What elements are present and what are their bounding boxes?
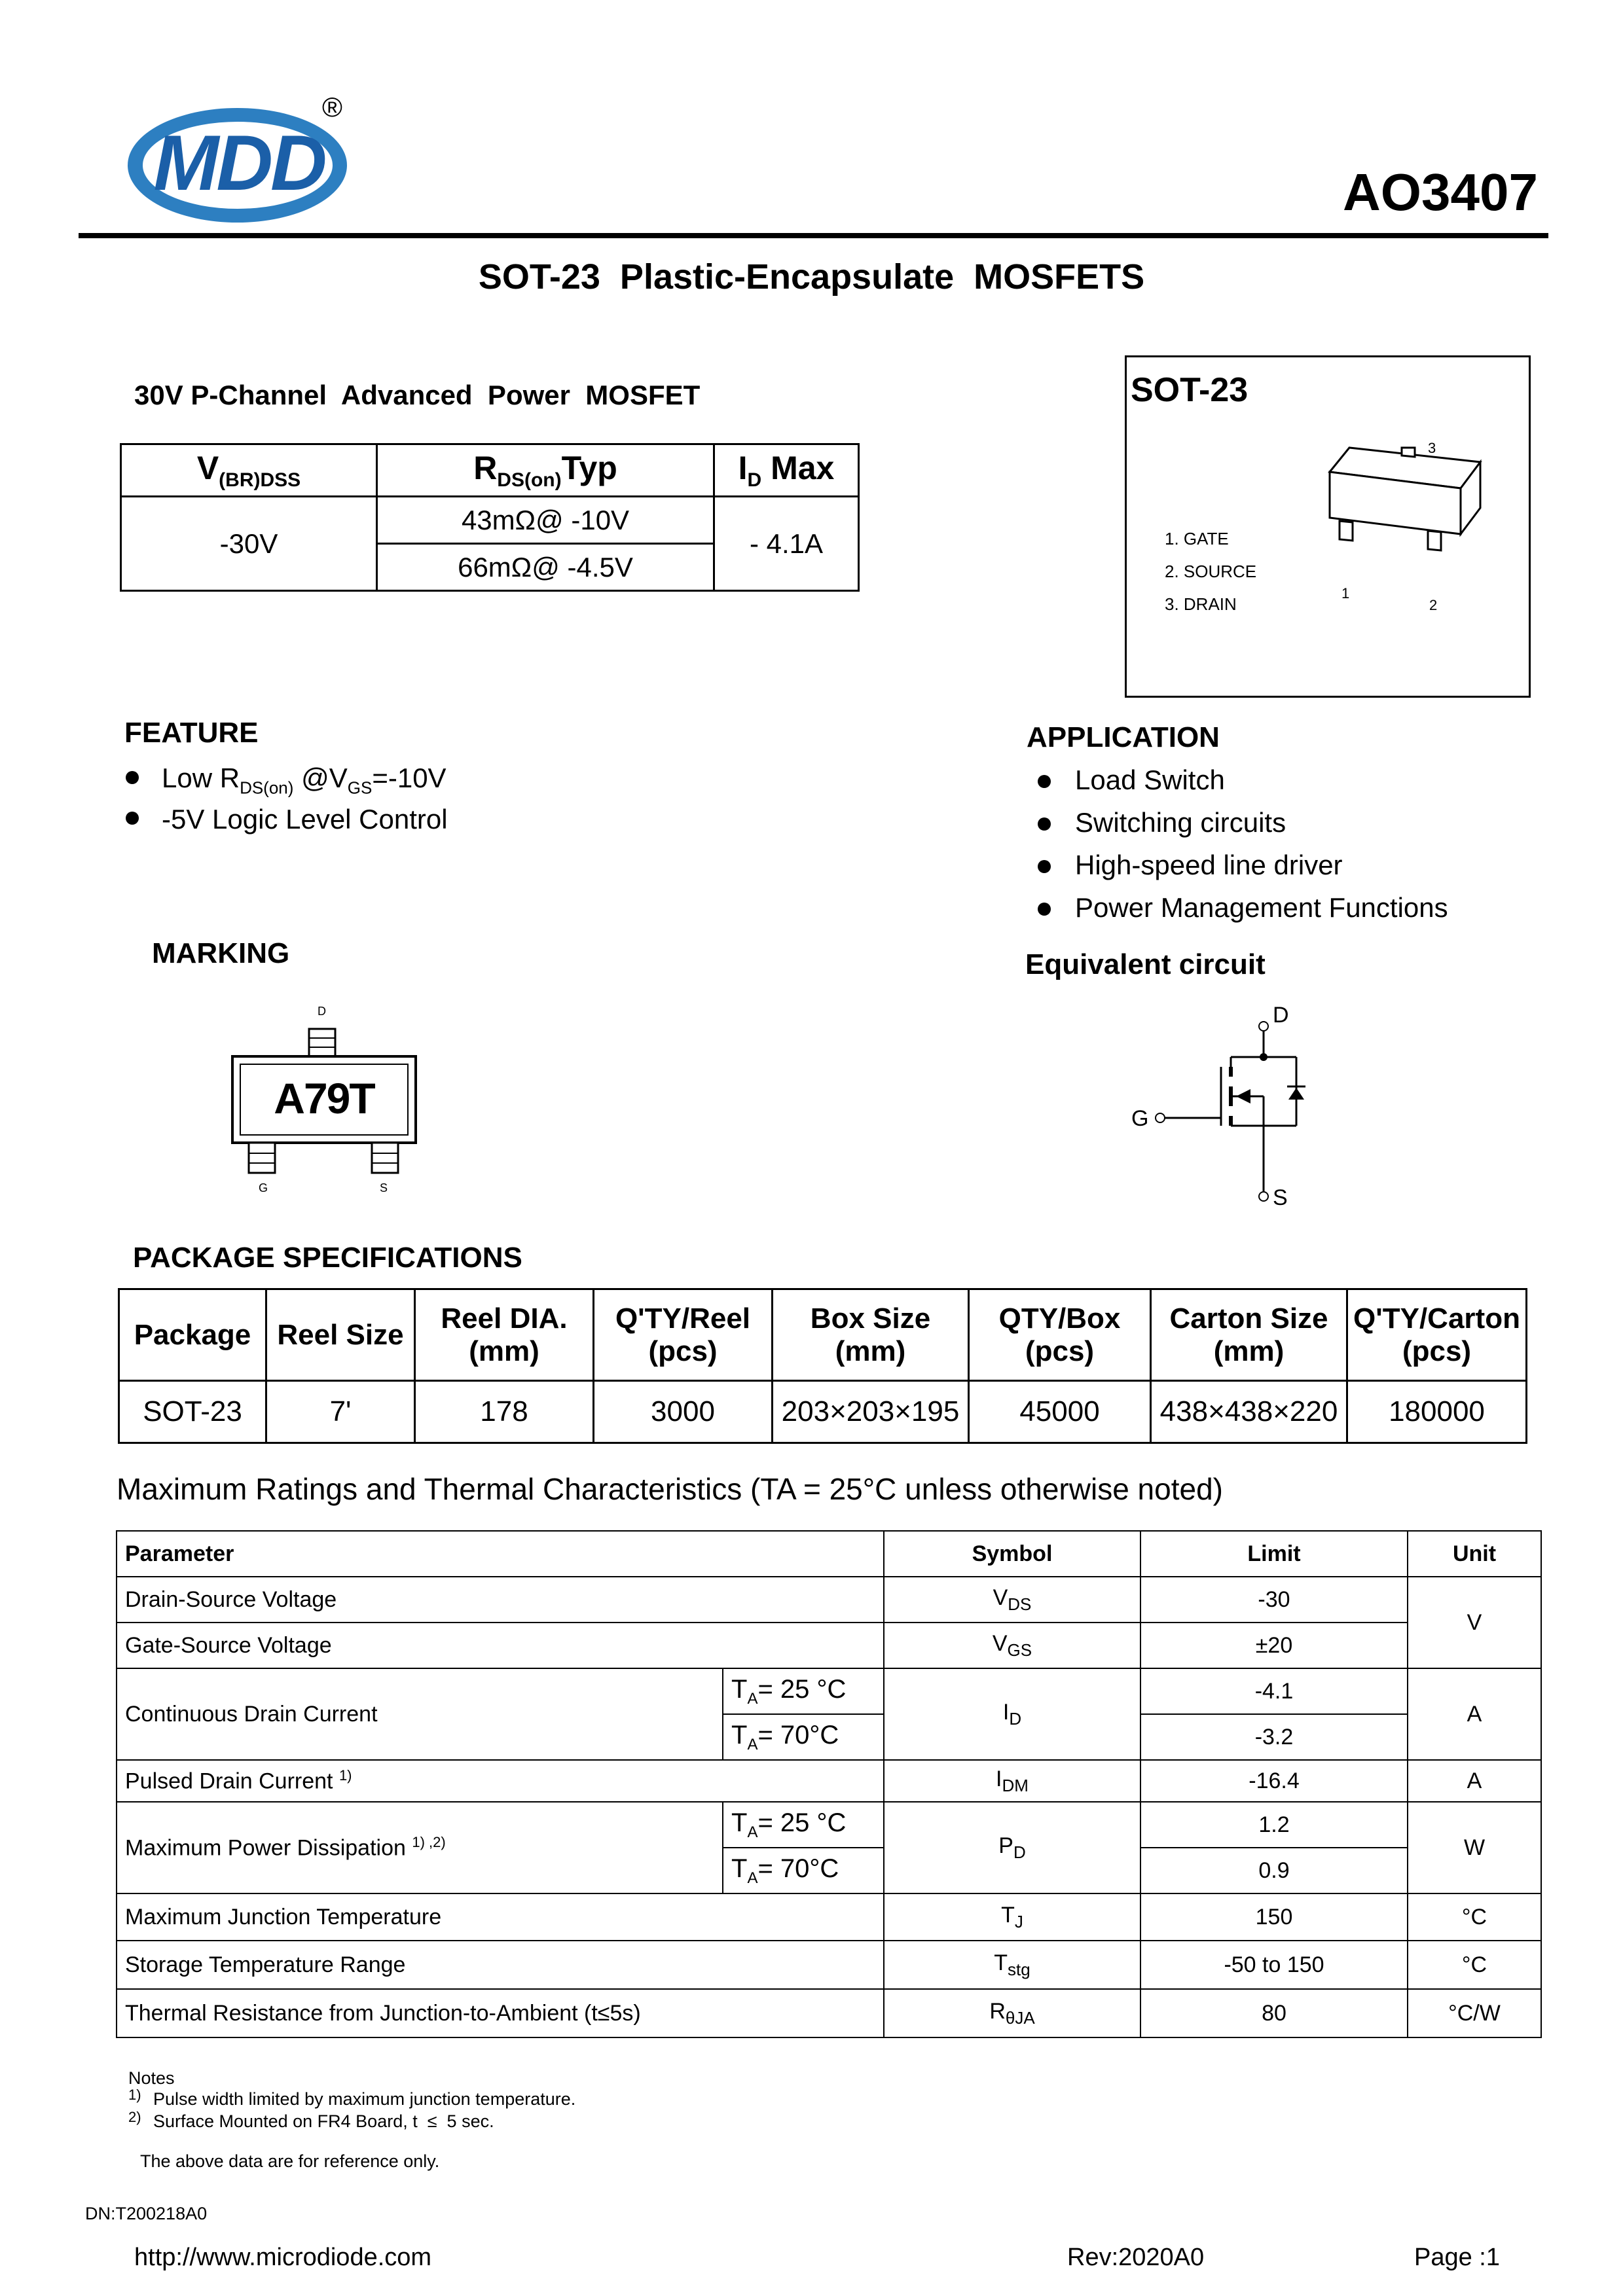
unit-v: V bbox=[1408, 1577, 1541, 1668]
symbol-tj: $T_J$ bbox=[884, 1893, 1140, 1941]
bullet-icon bbox=[1038, 817, 1051, 831]
application-item: Power Management Functions bbox=[1075, 892, 1448, 923]
unit-a: A bbox=[1408, 1760, 1541, 1802]
param-tstg: Storage Temperature Range bbox=[117, 1941, 884, 1989]
ratings-header-symbol: Symbol bbox=[884, 1531, 1140, 1577]
pkg-header: Q'TY/Reel (pcs) bbox=[594, 1289, 773, 1381]
vbrdss-value: -30V bbox=[121, 497, 377, 591]
param-vds: Drain-Source Voltage bbox=[117, 1577, 884, 1623]
pkg-cell: 3000 bbox=[594, 1381, 773, 1443]
marking-code: A79T bbox=[274, 1074, 374, 1122]
param-tj: Maximum Junction Temperature bbox=[117, 1893, 884, 1941]
footer-revision: Rev:2020A0 bbox=[1067, 2244, 1205, 2271]
feature-item-rds: Low $R_{DS(on)}$ $@V_{GS}=-10V$ bbox=[162, 762, 447, 798]
summary-col-vbrdss: $V_{(BR)DSS}$ bbox=[121, 444, 377, 497]
limit-pd-25: 1.2 bbox=[1140, 1802, 1408, 1848]
note-2-mark: 2) bbox=[128, 2109, 141, 2125]
application-item: High-speed line driver bbox=[1075, 850, 1343, 880]
pkg-cell: 7' bbox=[266, 1381, 415, 1443]
limit-id-70: -3.2 bbox=[1140, 1714, 1408, 1760]
ratings-table bbox=[116, 1530, 1542, 2038]
package-box-title: SOT-23 bbox=[1131, 371, 1249, 409]
pin-3-number: 3 bbox=[1428, 440, 1436, 456]
circuit-label-s: S bbox=[1273, 1185, 1288, 1210]
registered-mark: ® bbox=[322, 92, 342, 122]
pkg-header: Carton Size (mm) bbox=[1151, 1289, 1347, 1381]
header-rule bbox=[79, 233, 1548, 238]
pkg-cell: 45000 bbox=[969, 1381, 1151, 1443]
unit-a: A bbox=[1408, 1668, 1541, 1760]
symbol-rth: $R_{\theta JA}$ bbox=[884, 1989, 1140, 2037]
ratings-header-param: Parameter bbox=[117, 1531, 884, 1577]
limit-id-25: -4.1 bbox=[1140, 1668, 1408, 1714]
pkg-cell: SOT-23 bbox=[119, 1381, 266, 1443]
rds-value-2: 66mΩ@ -4.5V bbox=[377, 544, 714, 591]
footer-page: Page :1 bbox=[1414, 2244, 1500, 2271]
cond-ta-25: $T_A= 25$ °C bbox=[723, 1668, 884, 1714]
pkg-header: Package bbox=[119, 1289, 266, 1381]
ratings-header-limit: Limit bbox=[1140, 1531, 1408, 1577]
param-rth: Thermal Resistance from Junction-to-Ambient (t≤5s) bbox=[117, 1989, 884, 2037]
pkg-header: Reel DIA. (mm) bbox=[415, 1289, 594, 1381]
limit-tstg: -50 to 150 bbox=[1140, 1941, 1408, 1989]
unit-c: °C bbox=[1408, 1893, 1541, 1941]
part-number: AO3407 bbox=[1343, 163, 1538, 221]
param-vgs: Gate-Source Voltage bbox=[117, 1623, 884, 1668]
notes-title: Notes bbox=[128, 2068, 175, 2088]
param-idm: Pulsed Drain Current $^{1)}$ bbox=[117, 1760, 884, 1802]
summary-col-rds: $R_{DS(on)}Typ$ bbox=[377, 444, 714, 497]
pkg-header: Q'TY/Carton (pcs) bbox=[1347, 1289, 1527, 1381]
package-box bbox=[1125, 355, 1531, 698]
limit-vds: -30 bbox=[1140, 1577, 1408, 1623]
summary-col-id: $I_D$ Max bbox=[714, 444, 859, 497]
unit-c: °C bbox=[1408, 1941, 1541, 1989]
logo-text: MDD bbox=[153, 119, 325, 207]
document-number: DN:T200218A0 bbox=[85, 2204, 208, 2223]
marking-pin-g: G bbox=[259, 1181, 268, 1194]
pkg-cell: 180000 bbox=[1347, 1381, 1527, 1443]
pkg-header: Reel Size bbox=[266, 1289, 415, 1381]
package-specs-heading: PACKAGE SPECIFICATIONS bbox=[133, 1242, 522, 1274]
pkg-cell: 178 bbox=[415, 1381, 594, 1443]
cond-ta-70: $T_A= 70^\circ C$ bbox=[723, 1714, 884, 1760]
unit-w: W bbox=[1408, 1802, 1541, 1893]
feature-item-logic: -5V Logic Level Control bbox=[162, 804, 448, 834]
application-heading: APPLICATION bbox=[1027, 721, 1220, 753]
marking-pin-s: S bbox=[380, 1181, 388, 1194]
bullet-icon bbox=[1038, 775, 1051, 788]
mosfet-symbol bbox=[1152, 1001, 1322, 1211]
summary-heading: 30V P-Channel Advanced Power MOSFET bbox=[134, 380, 701, 410]
pin-1-number: 1 bbox=[1341, 585, 1350, 601]
page-title: SOT-23 Plastic-Encapsulate MOSFETS bbox=[478, 257, 1145, 296]
symbol-tstg: $T_{stg}$ bbox=[884, 1941, 1140, 1989]
pin-2-label: 2. SOURCE bbox=[1165, 562, 1257, 581]
application-item: Load Switch bbox=[1075, 764, 1225, 795]
bullet-icon bbox=[1038, 860, 1051, 873]
note-1: Pulse width limited by maximum junction temperature. bbox=[153, 2089, 576, 2109]
feature-heading: FEATURE bbox=[124, 717, 259, 749]
limit-pd-70: 0.9 bbox=[1140, 1848, 1408, 1893]
reference-note: The above data are for reference only. bbox=[140, 2151, 440, 2171]
limit-vgs: ±20 bbox=[1140, 1623, 1408, 1668]
note-2: Surface Mounted on FR4 Board, t ≤ 5 sec. bbox=[153, 2111, 494, 2131]
marking-heading: MARKING bbox=[152, 937, 290, 969]
pkg-cell: 438×438×220 bbox=[1151, 1381, 1347, 1443]
note-1-mark: 1) bbox=[128, 2087, 141, 2103]
pin-2-number: 2 bbox=[1429, 597, 1438, 613]
id-max-value: - 4.1A bbox=[714, 497, 859, 591]
sot23-drawing bbox=[1310, 436, 1520, 580]
limit-tj: 150 bbox=[1140, 1893, 1408, 1941]
equivalent-heading: Equivalent circuit bbox=[1025, 948, 1266, 980]
limit-idm: -16.4 bbox=[1140, 1760, 1408, 1802]
pin-3-label: 3. DRAIN bbox=[1165, 594, 1237, 614]
pin-1-label: 1. GATE bbox=[1165, 529, 1229, 548]
pkg-header: Box Size (mm) bbox=[773, 1289, 969, 1381]
footer-url[interactable]: http://www.microdiode.com bbox=[134, 2244, 432, 2271]
ratings-heading: Maximum Ratings and Thermal Characteristics (TA = 25°C unless otherwise noted) bbox=[117, 1472, 1223, 1506]
unit-cw: °C/W bbox=[1408, 1989, 1541, 2037]
param-pd: Maximum Power Dissipation $^{1) ,2)}$ bbox=[117, 1802, 723, 1893]
bullet-icon bbox=[126, 771, 139, 784]
circuit-label-d: D bbox=[1273, 1003, 1289, 1028]
application-item: Switching circuits bbox=[1075, 807, 1286, 838]
bullet-icon bbox=[126, 812, 139, 825]
circuit-label-g: G bbox=[1131, 1106, 1149, 1131]
limit-rth: 80 bbox=[1140, 1989, 1408, 2037]
symbol-idm: $I_{DM}$ bbox=[884, 1760, 1140, 1802]
ratings-header-unit: Unit bbox=[1408, 1531, 1541, 1577]
symbol-vgs: $V_{GS}$ bbox=[884, 1623, 1140, 1668]
cond-ta-70: $T_A= 70^\circ C$ bbox=[723, 1848, 884, 1893]
pkg-header: QTY/Box (pcs) bbox=[969, 1289, 1151, 1381]
symbol-id: $I_D$ bbox=[884, 1668, 1140, 1760]
symbol-pd: $P_D$ bbox=[884, 1802, 1140, 1893]
marking-pin-d: D bbox=[318, 1005, 326, 1018]
summary-table bbox=[120, 443, 860, 592]
package-specs-table bbox=[118, 1288, 1527, 1444]
bullet-icon bbox=[1038, 903, 1051, 916]
rds-value-1: 43mΩ@ -10V bbox=[377, 497, 714, 544]
symbol-vds: $V_{DS}$ bbox=[884, 1577, 1140, 1623]
param-id: Continuous Drain Current bbox=[117, 1668, 723, 1760]
pkg-cell: 203×203×195 bbox=[773, 1381, 969, 1443]
cond-ta-25: $T_A= 25$ °C bbox=[723, 1802, 884, 1848]
